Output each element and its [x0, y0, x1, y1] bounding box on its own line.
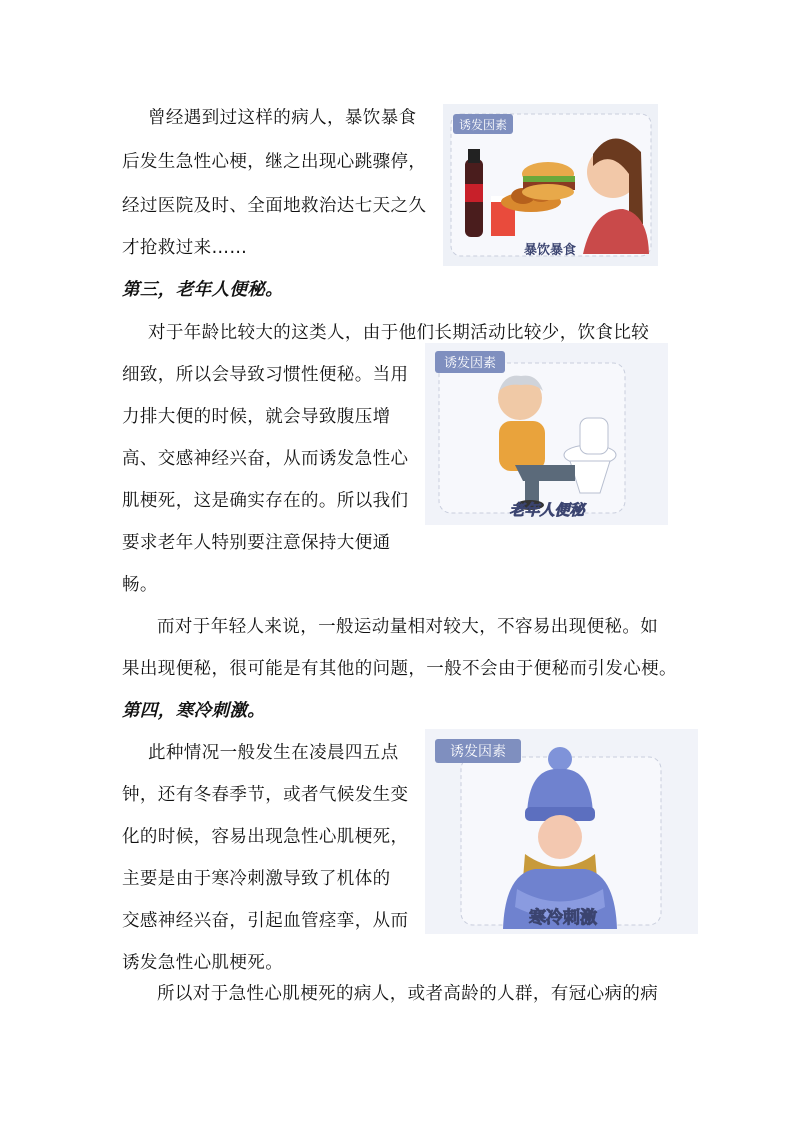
- text-line: 对于年龄比较大的这类人，由于他们长期活动比较少，饮食比较: [148, 323, 650, 343]
- text-line: 主要是由于寒冷刺激导致了机体的: [122, 869, 391, 889]
- text-line: 此种情况一般发生在凌晨四五点: [148, 743, 399, 763]
- elderly-constipation-illustration: [425, 343, 668, 525]
- text-line: 才抢救过来……: [122, 238, 248, 258]
- text-line: 交感神经兴奋，引起血管痉挛，从而: [122, 911, 409, 931]
- text-line: 经过医院及时、全面地救治达七天之久: [122, 196, 427, 216]
- text-line: 要求老年人特别要注意保持大便通: [122, 533, 391, 553]
- caption-text: 寒冷刺激: [529, 908, 597, 928]
- text-line: 畅。: [122, 575, 158, 595]
- text-line: 力排大便的时候，就会导致腹压增: [122, 407, 391, 427]
- text-line: 钟，还有冬春季节，或者气候发生变: [122, 785, 409, 805]
- badge-text: 诱发因素: [443, 356, 497, 371]
- overeating-illustration: [443, 104, 658, 266]
- section-heading: 第三，老年人便秘。: [122, 280, 284, 300]
- text-line: 而对于年轻人来说，一般运动量相对较大，不容易出现便秘。如: [157, 617, 659, 637]
- text-line: 细致，所以会导致习惯性便秘。当用: [122, 365, 409, 385]
- text-line: 化的时候，容易出现急性心肌梗死，: [122, 827, 409, 847]
- text-line: 肌梗死，这是确实存在的。所以我们: [122, 491, 409, 511]
- badge-text: 诱发因素: [458, 118, 508, 132]
- text-line: 后发生急性心梗，继之出现心跳骤停，: [122, 152, 427, 172]
- caption-text: 暴饮暴食: [523, 243, 577, 258]
- cold-stimulus-illustration: [425, 729, 698, 934]
- caption-text: 老年人便秘: [509, 501, 585, 519]
- section-heading: 第四，寒冷刺激。: [122, 701, 266, 721]
- text-line: 果出现便秘，很可能是有其他的问题，一般不会由于便秘而引发心梗。: [122, 659, 677, 679]
- text-line: 曾经遇到过这样的病人，暴饮暴食: [148, 108, 417, 128]
- text-line: 诱发急性心肌梗死。: [122, 953, 284, 973]
- badge-text: 诱发因素: [450, 744, 506, 760]
- text-line: 所以对于急性心肌梗死的病人，或者高龄的人群，有冠心病的病: [157, 984, 659, 1004]
- text-line: 高、交感神经兴奋，从而诱发急性心: [122, 449, 409, 469]
